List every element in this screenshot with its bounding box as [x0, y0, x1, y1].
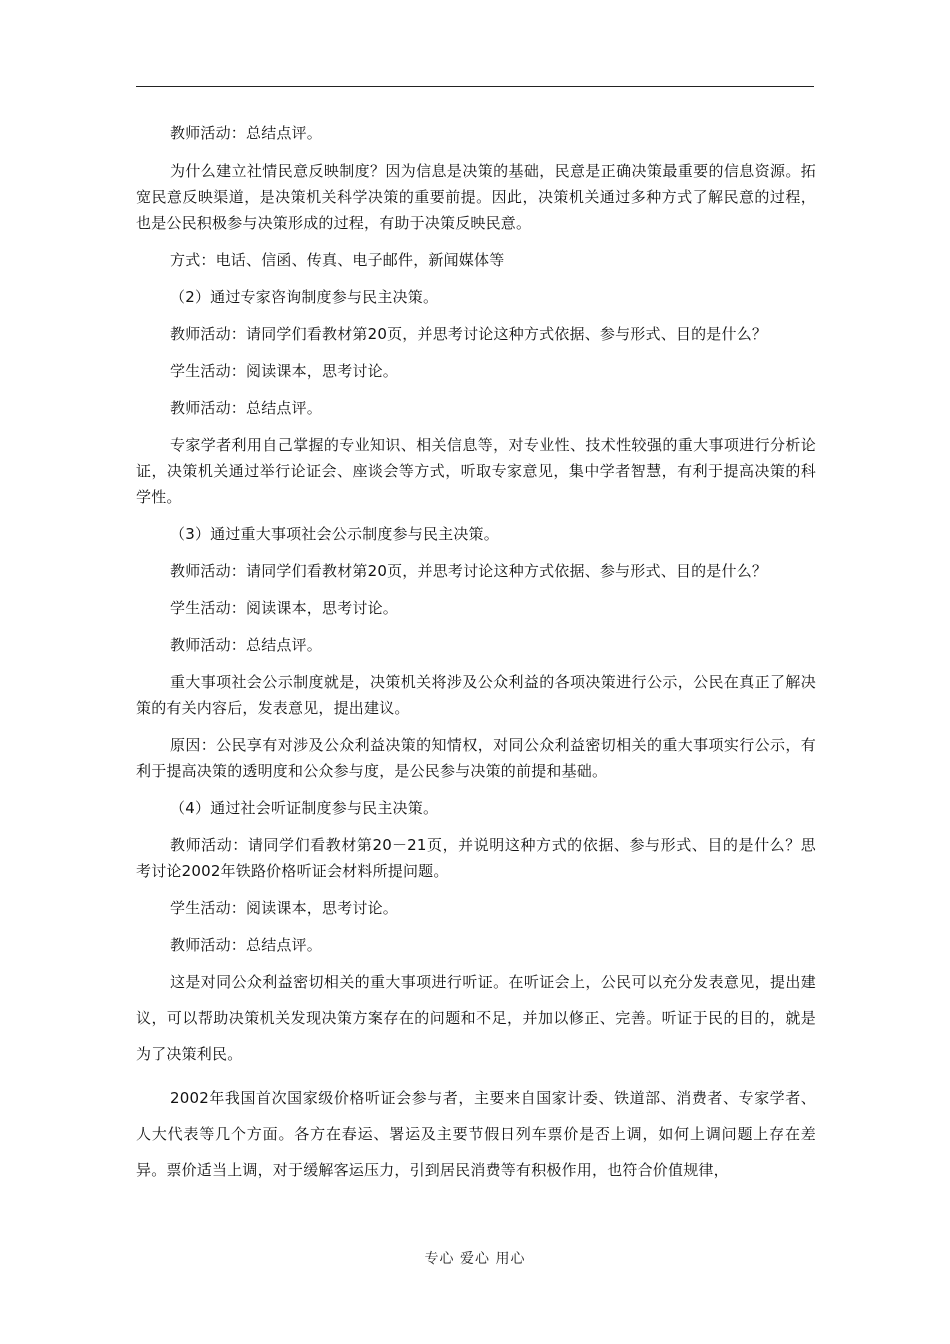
page-footer: 专心 爱心 用心 [424, 1251, 526, 1267]
paragraph: 这是对同公众利益密切相关的重大事项进行听证。在听证会上，公民可以充分发表意见，提出建议，可以帮助决策机关发现决策方案存在的问题和不足，并加以修正、完善。听证于民的目的，就是为了决策利民。 [136, 973, 816, 1063]
paragraph: （4）通过社会听证制度参与民主决策。 [170, 799, 439, 817]
paragraph: 学生活动：阅读课本，思考讨论。 [170, 362, 399, 380]
paragraph: （3）通过重大事项社会公示制度参与民主决策。 [170, 525, 499, 543]
paragraph: 方式：电话、信函、传真、电子邮件，新闻媒体等 [170, 251, 505, 269]
paragraph: 2002年我国首次国家级价格听证会参与者，主要来自国家计委、铁道部、消费者、专家学者、人大代表等几个方面。各方在春运、署运及主要节假日列车票价是否上调，如何上调问题上存在差异。票价适当上调，对于缓解客运压力，引到居民消费等有积极作用，也符合价值规律， [136, 1089, 816, 1179]
paragraph: 为什么建立社情民意反映制度？因为信息是决策的基础，民意是正确决策最重要的信息资源。拓宽民意反映渠道，是决策机关科学决策的重要前提。因此，决策机关通过多种方式了解民意的过程，也是公民积极参与决策形成的过程，有助于决策反映民意。 [136, 162, 816, 232]
paragraph: 学生活动：阅读课本，思考讨论。 [170, 899, 399, 917]
paragraph: 重大事项社会公示制度就是，决策机关将涉及公众利益的各项决策进行公示，公民在真正了解决策的有关内容后，发表意见，提出建议。 [136, 673, 816, 717]
paragraph: 教师活动：总结点评。 [170, 399, 323, 417]
paragraph: 教师活动：请同学们看教材第20－21页，并说明这种方式的依据、参与形式、目的是什么？思考讨论2002年铁路价格听证会材料所提问题。 [136, 836, 816, 880]
paragraph: （2）通过专家咨询制度参与民主决策。 [170, 288, 439, 306]
paragraph: 专家学者利用自己掌握的专业知识、相关信息等，对专业性、技术性较强的重大事项进行分析论证，决策机关通过举行论证会、座谈会等方式，听取专家意见，集中学者智慧，有利于提高决策的科学性。 [136, 436, 816, 506]
paragraph: 原因：公民享有对涉及公众利益决策的知情权，对同公众利益密切相关的重大事项实行公示，有利于提高决策的透明度和公众参与度，是公民参与决策的前提和基础。 [136, 736, 816, 780]
paragraph: 教师活动：请同学们看教材第20页，并思考讨论这种方式依据、参与形式、目的是什么？ [170, 325, 768, 343]
paragraph: 教师活动：总结点评。 [170, 936, 323, 954]
document-body [136, 120, 816, 1188]
paragraph: 学生活动：阅读课本，思考讨论。 [170, 599, 399, 617]
paragraph: 教师活动：总结点评。 [170, 124, 323, 142]
paragraph: 教师活动：总结点评。 [170, 636, 323, 654]
paragraph: 教师活动：请同学们看教材第20页，并思考讨论这种方式依据、参与形式、目的是什么？ [170, 562, 768, 580]
header-rule [136, 86, 814, 87]
